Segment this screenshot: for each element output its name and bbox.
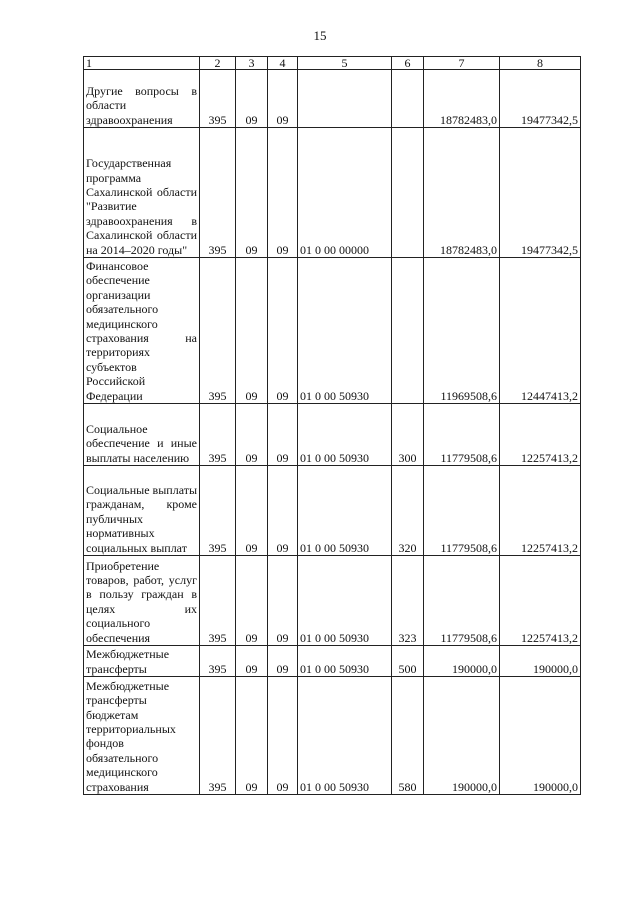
expense-type-cell: 500	[392, 646, 424, 677]
page-number: 15	[313, 28, 327, 43]
target-article-cell: 01 0 00 50930	[298, 466, 392, 556]
expense-type-cell: 300	[392, 404, 424, 466]
row-name-cell: Государственная программа Сахалинской области "Развитие здравоохранения в Сахалинской области на 2014–2020 годы"	[84, 128, 200, 258]
row-name-cell: Межбюджетные трансферты бюджетам территориальных фондов обязательного медицинского страхования	[84, 677, 200, 795]
ministry-code-cell: 395	[200, 70, 236, 128]
expense-type-cell: 580	[392, 677, 424, 795]
target-article-cell: 01 0 00 50930	[298, 258, 392, 404]
subsection-code-cell: 09	[268, 466, 298, 556]
row-name-cell: Финансовое обеспечение организации обязательного медицинского страхования на территориях субъектов Российской Федерации	[84, 258, 200, 404]
section-code-cell: 09	[236, 677, 268, 795]
ministry-code-cell: 395	[200, 128, 236, 258]
subsection-code-cell: 09	[268, 556, 298, 646]
subsection-code-cell: 09	[268, 404, 298, 466]
subsection-code-cell: 09	[268, 258, 298, 404]
amount-col8-cell: 12447413,2	[500, 258, 581, 404]
table-row	[84, 128, 581, 258]
amount-col7-cell: 11779508,6	[424, 404, 500, 466]
target-article-cell: 01 0 00 50930	[298, 646, 392, 677]
subsection-code-cell: 09	[268, 677, 298, 795]
amount-col7-cell: 18782483,0	[424, 70, 500, 128]
table-row	[84, 466, 581, 556]
row-name-cell: Приобретение товаров, работ, услуг в пользу граждан в целях их социального обеспечения	[84, 556, 200, 646]
column-header: 4	[268, 57, 298, 70]
row-name-cell: Другие вопросы в области здравоохранения	[84, 70, 200, 128]
target-article-cell: 01 0 00 50930	[298, 404, 392, 466]
table-row	[84, 646, 581, 677]
amount-col8-cell: 190000,0	[500, 646, 581, 677]
section-code-cell: 09	[236, 404, 268, 466]
ministry-code-cell: 395	[200, 646, 236, 677]
amount-col8-cell: 19477342,5	[500, 128, 581, 258]
section-code-cell: 09	[236, 646, 268, 677]
amount-col8-cell: 12257413,2	[500, 404, 581, 466]
target-article-cell: 01 0 00 00000	[298, 128, 392, 258]
table-row	[84, 677, 581, 795]
expense-type-cell	[392, 258, 424, 404]
row-name-cell: Социальные выплаты гражданам, кроме публичных нормативных социальных выплат	[84, 466, 200, 556]
amount-col8-cell: 190000,0	[500, 677, 581, 795]
section-code-cell: 09	[236, 466, 268, 556]
expense-type-cell	[392, 128, 424, 258]
amount-col7-cell: 11779508,6	[424, 556, 500, 646]
amount-col8-cell: 19477342,5	[500, 70, 581, 128]
expense-type-cell: 320	[392, 466, 424, 556]
column-header: 1	[84, 57, 200, 70]
column-header: 8	[500, 57, 581, 70]
amount-col8-cell: 12257413,2	[500, 466, 581, 556]
amount-col7-cell: 11969508,6	[424, 258, 500, 404]
row-name-cell: Межбюджетные трансферты	[84, 646, 200, 677]
target-article-cell: 01 0 00 50930	[298, 556, 392, 646]
table-row	[84, 556, 581, 646]
column-header: 7	[424, 57, 500, 70]
ministry-code-cell: 395	[200, 466, 236, 556]
section-code-cell: 09	[236, 258, 268, 404]
amount-col7-cell: 190000,0	[424, 646, 500, 677]
table-row	[84, 404, 581, 466]
table-header-row	[84, 57, 581, 70]
budget-table	[83, 56, 581, 795]
target-article-cell	[298, 70, 392, 128]
subsection-code-cell: 09	[268, 70, 298, 128]
section-code-cell: 09	[236, 70, 268, 128]
expense-type-cell	[392, 70, 424, 128]
table-row	[84, 70, 581, 128]
row-name-cell: Социальное обеспечение и иные выплаты населению	[84, 404, 200, 466]
target-article-cell: 01 0 00 50930	[298, 677, 392, 795]
subsection-code-cell: 09	[268, 646, 298, 677]
ministry-code-cell: 395	[200, 556, 236, 646]
ministry-code-cell: 395	[200, 258, 236, 404]
expense-type-cell: 323	[392, 556, 424, 646]
column-header: 6	[392, 57, 424, 70]
ministry-code-cell: 395	[200, 404, 236, 466]
amount-col7-cell: 190000,0	[424, 677, 500, 795]
column-header: 5	[298, 57, 392, 70]
amount-col7-cell: 18782483,0	[424, 128, 500, 258]
amount-col7-cell: 11779508,6	[424, 466, 500, 556]
table-row	[84, 258, 581, 404]
subsection-code-cell: 09	[268, 128, 298, 258]
column-header: 3	[236, 57, 268, 70]
section-code-cell: 09	[236, 556, 268, 646]
ministry-code-cell: 395	[200, 677, 236, 795]
column-header: 2	[200, 57, 236, 70]
section-code-cell: 09	[236, 128, 268, 258]
amount-col8-cell: 12257413,2	[500, 556, 581, 646]
